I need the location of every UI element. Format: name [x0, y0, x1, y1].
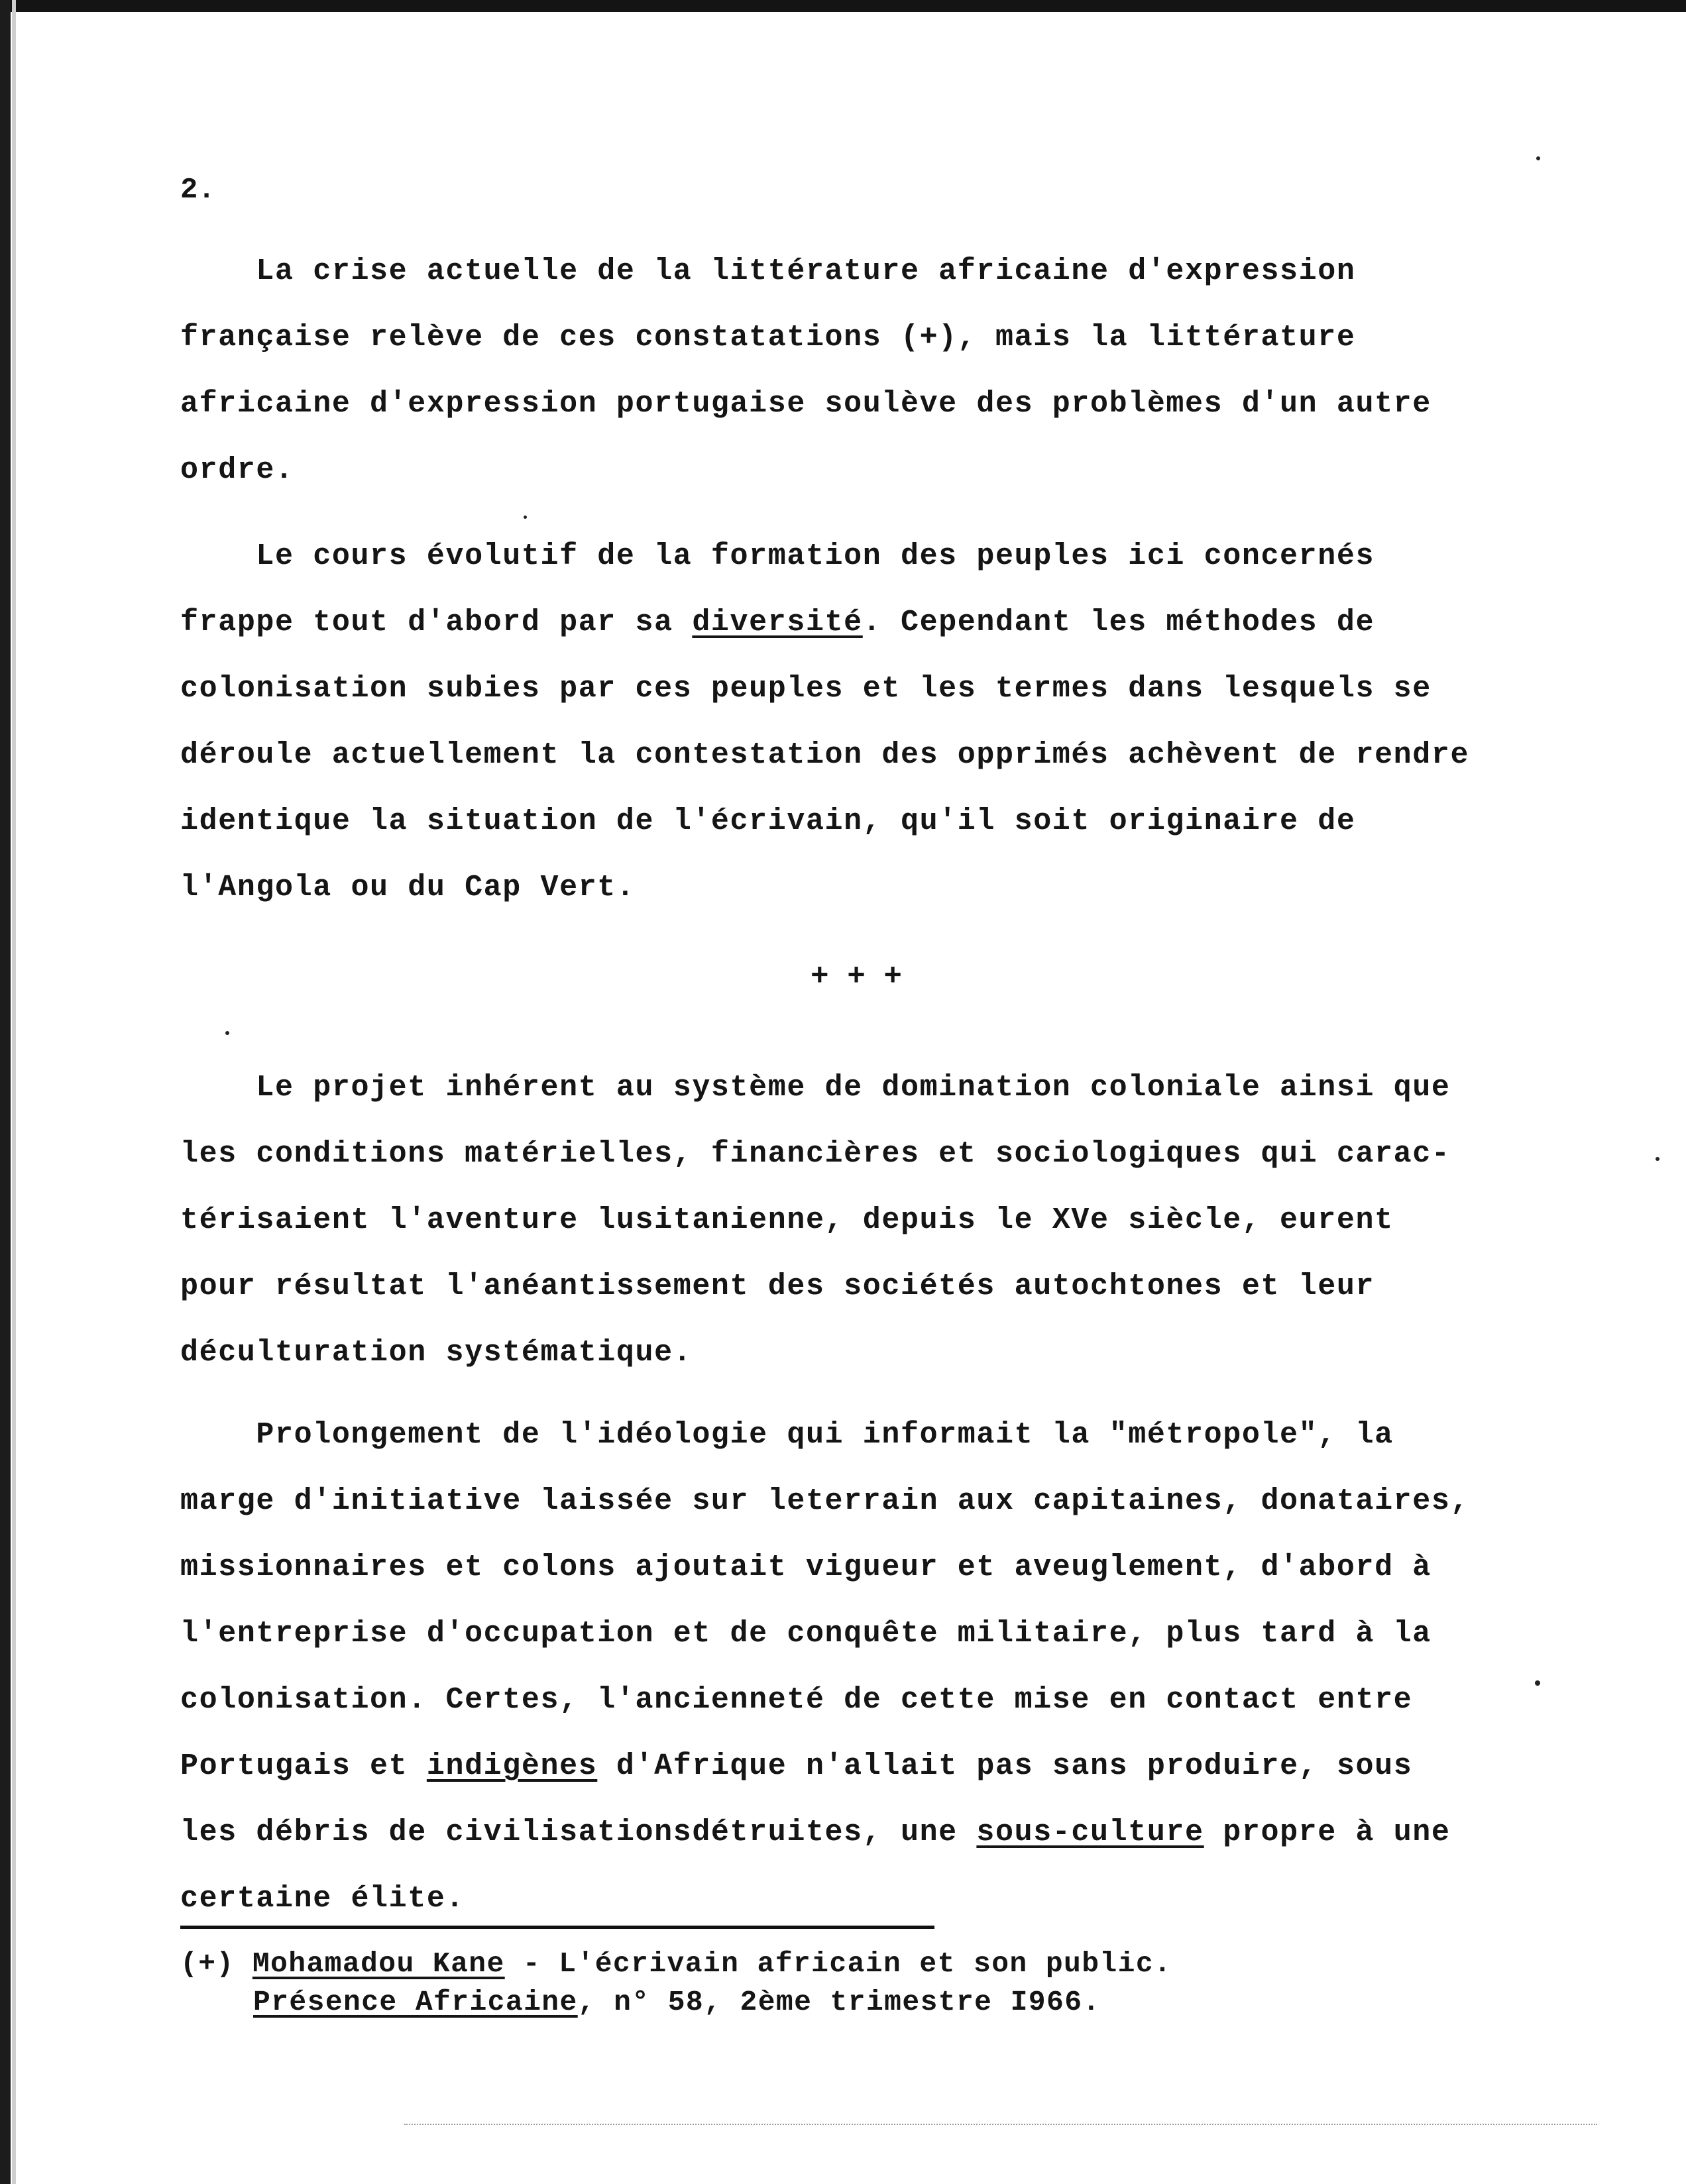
paragraph-line: missionnaires et colons ajoutait vigueur et aveuglement, d'abord à — [180, 1551, 1432, 1584]
scan-speck — [1656, 1157, 1659, 1161]
paragraph-line: colonisation subies par ces peuples et les termes dans lesquels se — [180, 672, 1432, 706]
paragraph-line — [180, 590, 1512, 656]
footnote-line — [180, 1945, 1172, 1983]
scan-top-edge — [0, 0, 1686, 12]
paragraph-line: marge d'initiative laissée sur leterrain aux capitaines, donataires, — [180, 1484, 1470, 1518]
text-run: . Cependant les méthodes de — [862, 606, 1375, 639]
footnote-reference: (+) — [900, 321, 958, 355]
paragraph-line: l'Angola ou du Cap Vert. — [180, 871, 636, 904]
footnote-author: Mohamadou Kane — [252, 1947, 505, 1980]
paragraph-line: Le projet inhérent au système de domination coloniale ainsi que — [180, 1071, 1451, 1105]
scan-speck — [1535, 1680, 1540, 1686]
text-run: , mais la littérature — [957, 321, 1356, 355]
text-run: française relève de ces constatations — [180, 321, 901, 355]
text-run: d'Afrique n'allait pas sans produire, sous — [597, 1749, 1413, 1783]
paragraph-line: les conditions matérielles, financières et sociologiques qui carac- — [180, 1137, 1451, 1171]
text-run: frappe tout d'abord par sa — [180, 606, 693, 639]
paragraph-line: Le cours évolutif de la formation des peuples ici concernés — [180, 539, 1375, 573]
page-number: 2. — [180, 174, 215, 207]
paragraph-line: certaine élite. — [180, 1882, 465, 1916]
paragraph-line — [180, 1800, 1512, 1866]
paragraph-line: ordre. — [180, 453, 294, 487]
paragraph-line — [180, 1733, 1512, 1800]
text-run: les débris de civilisationsdétruites, une — [180, 1816, 977, 1849]
footnote — [180, 1945, 1172, 2022]
footnote-title: - L'écrivain africain et son public. — [504, 1947, 1172, 1980]
paragraph-1 — [180, 239, 1512, 504]
scan-speck — [524, 516, 527, 519]
paragraph-line: La crise actuelle de la littérature africaine d'expression — [180, 254, 1356, 288]
paragraph-line: colonisation. Certes, l'ancienneté de cette mise en contact entre — [180, 1683, 1413, 1717]
footnote-issue: , n° 58, 2ème trimestre I966. — [577, 1986, 1101, 2018]
paragraph-line: identique la situation de l'écrivain, qu'il soit originaire de — [180, 804, 1356, 838]
scan-left-edge-shadow — [12, 0, 16, 2184]
scan-dotted-line — [404, 2124, 1597, 2125]
section-separator: + + + — [810, 959, 903, 994]
paragraph-line: déroule actuellement la contestation des opprimés achèvent de rendre — [180, 738, 1470, 772]
footnote-rule — [180, 1926, 934, 1929]
scan-speck — [225, 1031, 229, 1035]
paragraph-2 — [180, 523, 1512, 921]
underlined-word: sous-culture — [976, 1816, 1204, 1849]
footnote-marker: (+) — [180, 1947, 253, 1980]
paragraph-4 — [180, 1402, 1512, 1932]
text-run: Portugais et — [180, 1749, 427, 1783]
paragraph-line: l'entreprise d'occupation et de conquête militaire, plus tard à la — [180, 1617, 1432, 1651]
paragraph-line: pour résultat l'anéantissement des sociétés autochtones et leur — [180, 1270, 1375, 1303]
footnote-journal: Présence Africaine — [253, 1986, 578, 2018]
paragraph-line: Prolongement de l'idéologie qui informait la "métropole", la — [180, 1418, 1394, 1452]
scan-speck — [1536, 156, 1540, 160]
scan-left-edge — [0, 0, 11, 2184]
paragraph-line — [180, 305, 1512, 371]
paragraph-line: térisaient l'aventure lusitanienne, depuis le XVe siècle, eurent — [180, 1203, 1394, 1237]
underlined-word: diversité — [692, 606, 863, 639]
paragraph-3 — [180, 1055, 1512, 1386]
text-run: propre à une — [1204, 1816, 1451, 1849]
paragraph-line: africaine d'expression portugaise soulève des problèmes d'un autre — [180, 387, 1432, 421]
underlined-word: indigènes — [426, 1749, 598, 1783]
paragraph-line: déculturation systématique. — [180, 1336, 693, 1370]
footnote-line — [180, 1983, 1172, 2022]
